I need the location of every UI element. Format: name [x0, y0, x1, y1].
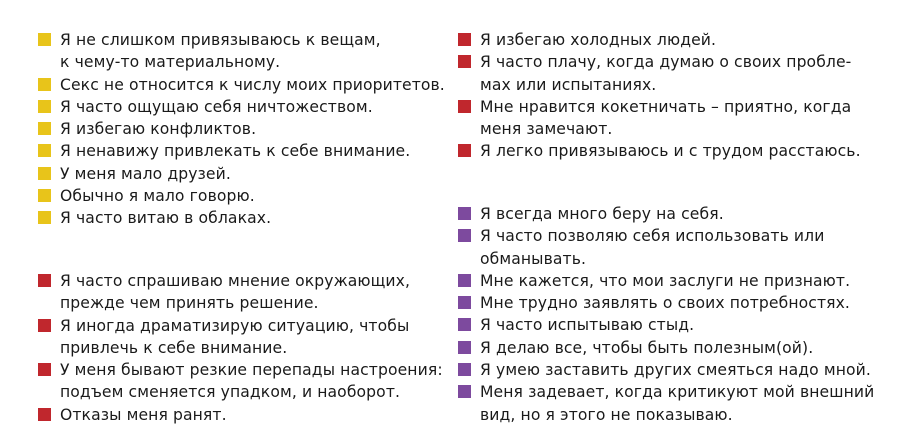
square-bullet-icon [38, 167, 51, 180]
square-bullet-icon [38, 319, 51, 332]
square-bullet-icon [38, 100, 51, 113]
square-bullet-icon [458, 229, 471, 242]
square-bullet-icon [38, 78, 51, 91]
item-text: Я часто плачу, когда думаю о своих пробле- [480, 53, 852, 72]
square-bullet-icon [458, 274, 471, 287]
item-text: Я делаю все, чтобы быть полезным(ой). [480, 338, 814, 357]
list-item [457, 140, 861, 162]
item-text: Обычно я мало говорю. [60, 187, 255, 206]
list-item [457, 314, 874, 336]
list-item [457, 203, 874, 225]
list-item [37, 404, 443, 426]
item-text: Я часто спрашиваю мнение окружающих, [60, 272, 411, 290]
item-text: прежде чем принять решение. [60, 294, 319, 313]
item-text: подъем сменяется упадком, и наоборот. [60, 383, 401, 402]
item-text: Секс не относится к числу моих приоритетов. [60, 75, 445, 94]
square-bullet-icon [458, 385, 471, 398]
list-item [457, 96, 861, 141]
item-text: меня замечают. [480, 120, 613, 139]
item-text: У меня мало друзей. [60, 164, 231, 183]
list-item [457, 292, 874, 314]
square-bullet-icon [458, 144, 471, 157]
list-item [37, 185, 445, 207]
list-item [37, 315, 443, 360]
square-bullet-icon [458, 341, 471, 354]
item-text: Я ненавижу привлекать к себе внимание. [60, 142, 411, 161]
item-text: Я часто ощущаю себя ничтожеством. [60, 97, 373, 116]
item-text: Я часто испытываю стыд. [480, 316, 695, 335]
square-bullet-icon [38, 144, 51, 157]
list-right-bottom [457, 203, 874, 426]
list-item [457, 29, 861, 51]
list-item [457, 337, 874, 359]
list-item [457, 359, 874, 381]
list-item [457, 270, 874, 292]
item-text: У меня бывают резкие перепады настроения: [60, 361, 443, 380]
item-text: Я не слишком привязываюсь к вещам, [60, 31, 381, 49]
item-text: Я часто витаю в облаках. [60, 209, 272, 228]
square-bullet-icon [458, 55, 471, 68]
square-bullet-icon [38, 274, 51, 287]
list-item [37, 207, 445, 229]
item-text: Я всегда много беру на себя. [480, 205, 724, 223]
item-text: Мне трудно заявлять о своих потребностях. [480, 294, 850, 313]
item-text: Я легко привязываюсь и с трудом расстаюсь. [480, 142, 861, 161]
item-text: Меня задевает, когда критикуют мой внешний [480, 383, 875, 402]
list-left-top [37, 29, 445, 230]
item-text: Я избегаю холодных людей. [480, 31, 717, 49]
item-text: к чему-то материальному. [60, 53, 281, 72]
item-text: Мне кажется, что мои заслуги не признают. [480, 271, 851, 290]
list-item [37, 96, 445, 118]
item-text: Я иногда драматизирую ситуацию, чтобы [60, 316, 410, 335]
list-left-bottom [37, 270, 443, 426]
list-right-top [457, 29, 861, 163]
square-bullet-icon [458, 318, 471, 331]
square-bullet-icon [38, 211, 51, 224]
list-item [37, 74, 445, 96]
square-bullet-icon [458, 100, 471, 113]
item-text: Я избегаю конфликтов. [60, 120, 257, 139]
square-bullet-icon [458, 363, 471, 376]
item-text: вид, но я этого не показываю. [480, 405, 733, 424]
square-bullet-icon [38, 363, 51, 376]
list-item [457, 51, 861, 96]
list-item [37, 118, 445, 140]
item-text: Я умею заставить других смеяться надо мной. [480, 361, 871, 380]
list-item [37, 359, 443, 404]
list-item [37, 270, 443, 315]
item-text: обманывать. [480, 249, 587, 268]
item-text: привлечь к себе внимание. [60, 338, 288, 357]
item-text: мах или испытаниях. [480, 75, 657, 94]
item-text: Отказы меня ранят. [60, 405, 227, 424]
square-bullet-icon [458, 296, 471, 309]
square-bullet-icon [38, 33, 51, 46]
item-text: Я часто позволяю себя использовать или [480, 227, 825, 246]
square-bullet-icon [458, 207, 471, 220]
item-text: Мне нравится кокетничать – приятно, когда [480, 97, 852, 116]
list-item [457, 381, 874, 426]
square-bullet-icon [38, 189, 51, 202]
square-bullet-icon [458, 33, 471, 46]
square-bullet-icon [38, 122, 51, 135]
list-item [37, 140, 445, 162]
list-item [457, 225, 874, 270]
list-item [37, 163, 445, 185]
square-bullet-icon [38, 408, 51, 421]
list-item [37, 29, 445, 74]
